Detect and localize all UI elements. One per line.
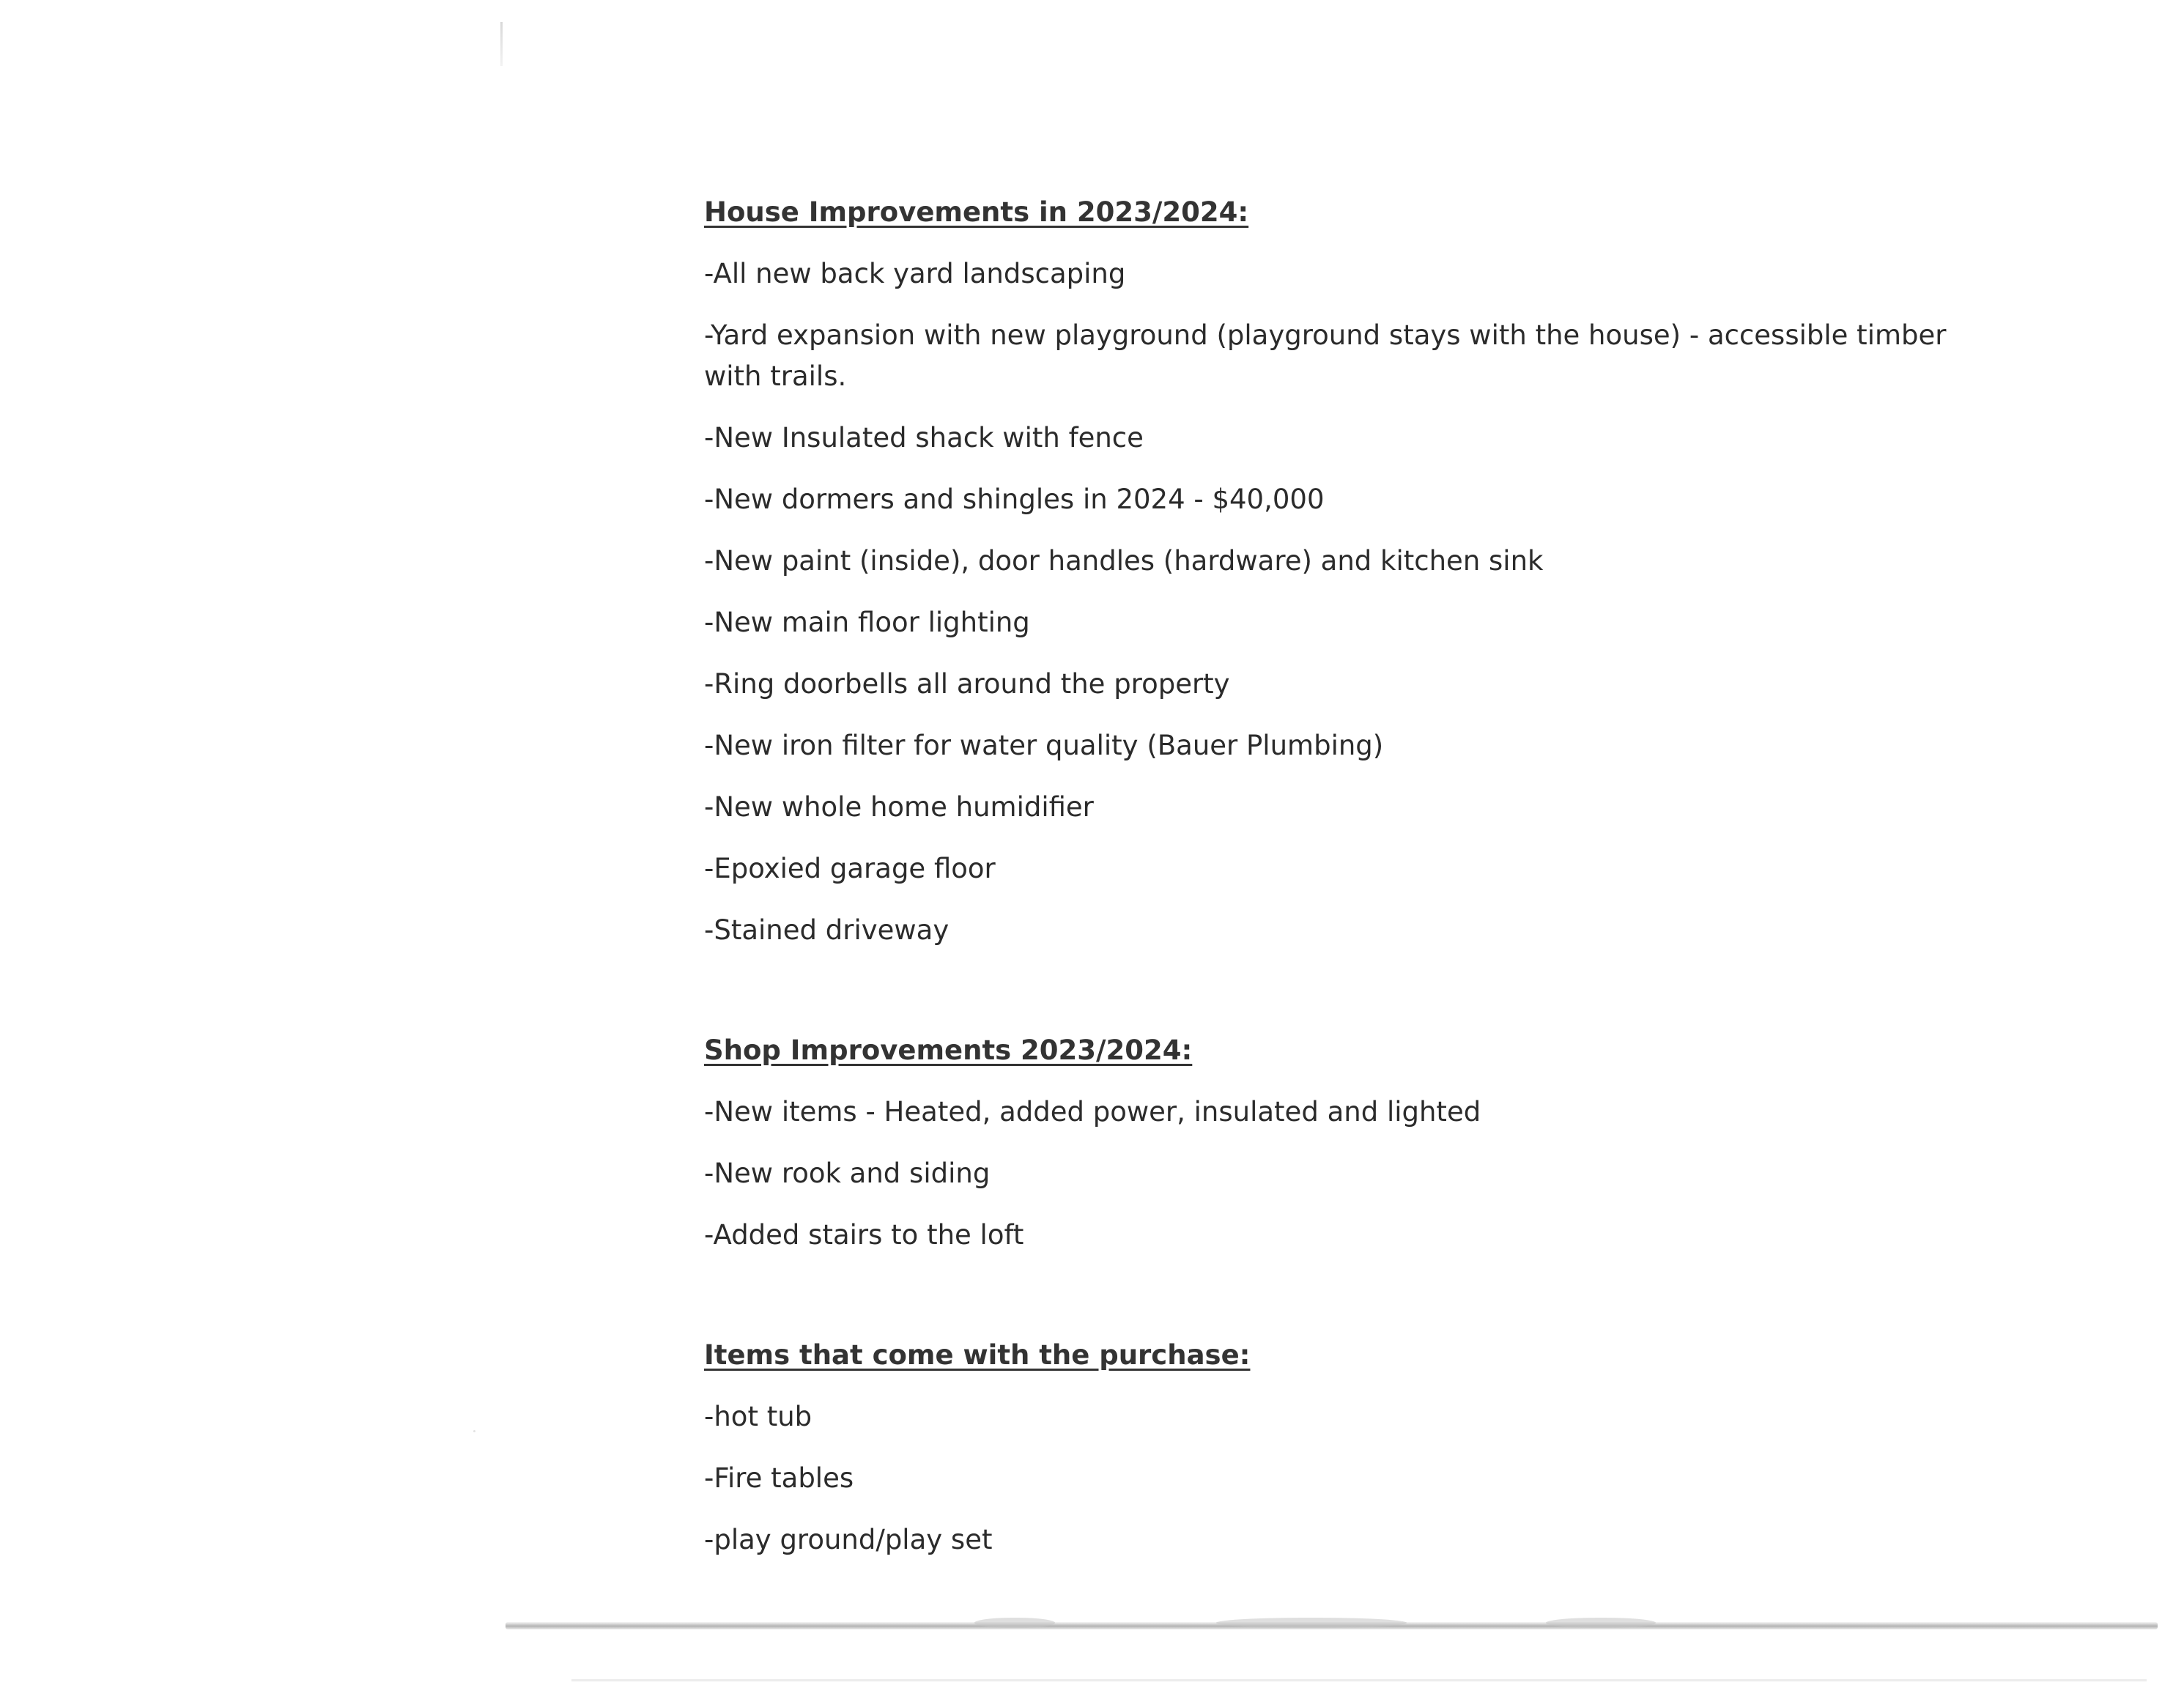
section-heading: House Improvements in 2023/2024: [704,196,1249,228]
list-item: -Added stairs to the loft [704,1219,1024,1251]
section-heading: Items that come with the purchase: [704,1339,1251,1371]
section-house-improvements [704,192,1979,951]
list-item: -Yard expansion with new playground (playground stays with the house) - accessible timber with trails. [704,319,1947,392]
list-item: -New paint (inside), door handles (hardware) and kitchen sink [704,545,1544,577]
list-item: -New Insulated shack with fence [704,422,1144,454]
list-item: -All new back yard landscaping [704,258,1126,289]
section-heading: Shop Improvements 2023/2024: [704,1034,1193,1066]
list-item: -New iron filter for water quality (Bauer Plumbing) [704,730,1384,761]
list-item: -New rook and siding [704,1158,991,1189]
section-shop-improvements [704,1030,1979,1256]
list-item: -Fire tables [704,1462,854,1494]
scan-artifact-mark [500,22,503,66]
scan-artifact-dot [473,1430,475,1432]
list-item: -New items - Heated, added power, insulated and lighted [704,1096,1481,1128]
list-item: -New dormers and shingles in 2024 - $40,000 [704,484,1325,515]
scanned-page-shadow [571,1679,2147,1681]
scanned-page-edge-bump [974,1618,1055,1628]
section-included-items [704,1335,1979,1561]
list-item: -New whole home humidifier [704,791,1094,823]
list-item: -Stained driveway [704,914,950,946]
list-item: -play ground/play set [704,1524,993,1555]
list-item: -hot tub [704,1401,812,1432]
document-body [704,192,1979,1581]
scanned-page-edge-bump [1216,1618,1407,1628]
scanned-page-edge-bump [1546,1618,1656,1628]
list-item: -New main floor lighting [704,607,1030,638]
list-item: -Epoxied garage floor [704,853,996,884]
list-item: -Ring doorbells all around the property [704,668,1230,700]
